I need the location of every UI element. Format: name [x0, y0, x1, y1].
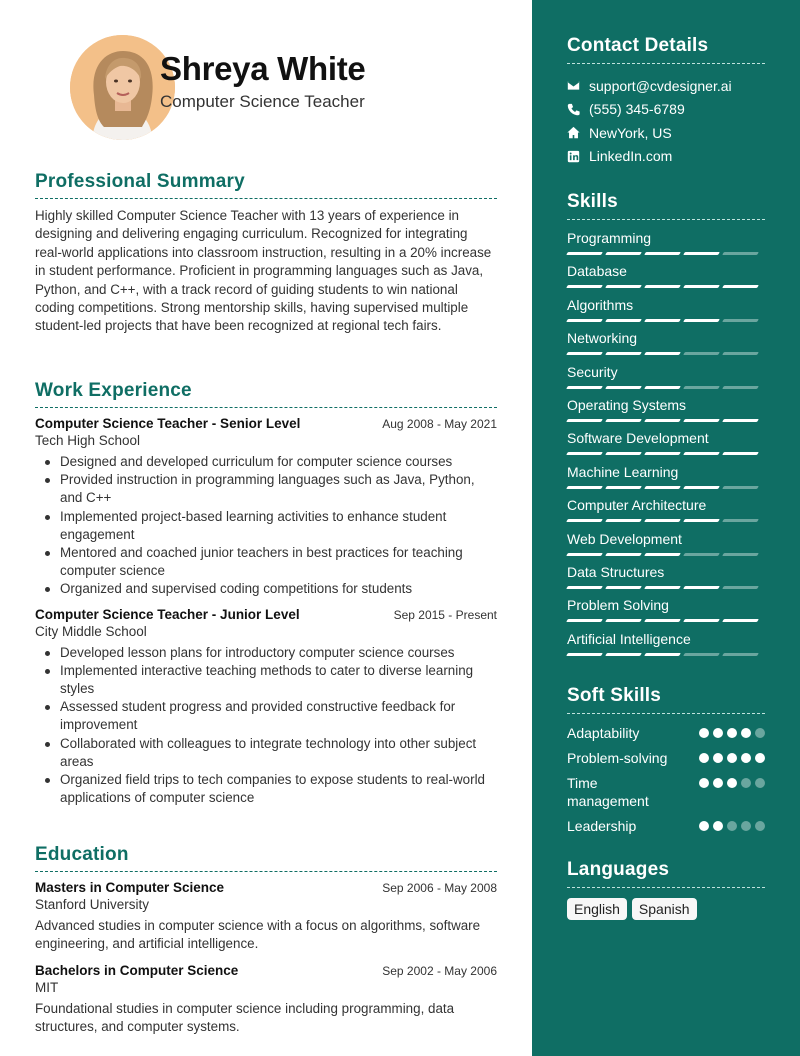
sidebar [532, 0, 800, 1056]
skills-list [567, 230, 765, 664]
skill-level-bar [567, 653, 765, 656]
rating-dot [699, 728, 709, 738]
skill-level-segment [644, 319, 681, 322]
skill-item [567, 531, 765, 564]
languages-heading: Languages [567, 859, 765, 888]
rating-dot [741, 728, 751, 738]
skill-item [567, 397, 765, 430]
job-bullet: Mentored and coached junior teachers in best practices for teaching computer science [60, 544, 497, 580]
skill-level-segment [644, 586, 681, 589]
job-bullet: Provided instruction in programming languages such as Java, Python, and C++ [60, 471, 497, 507]
skill-level-segment [644, 619, 681, 622]
job-company: City Middle School [35, 623, 147, 639]
soft-skills-section [567, 685, 765, 842]
soft-skill-rating [699, 749, 765, 763]
skill-level-segment [683, 586, 720, 589]
soft-skill-name: Problem-solving [567, 750, 668, 766]
job-bullet: Implemented project-based learning activities to enhance student engagement [60, 508, 497, 544]
rating-dot [727, 753, 737, 763]
skill-level-segment [644, 252, 681, 255]
rating-dot [755, 778, 765, 788]
skill-level-segment [683, 386, 720, 389]
skill-level-segment [683, 452, 720, 455]
skill-level-segment [722, 352, 759, 355]
skill-level-segment [722, 619, 759, 622]
skill-level-bar [567, 352, 765, 355]
summary-section [35, 171, 497, 336]
contact-phone[interactable] [567, 98, 765, 122]
skill-name: Operating Systems [567, 396, 687, 413]
education-dates: Sep 2006 - May 2008 [382, 881, 497, 895]
job-bullet: Organized and supervised coding competitions for students [60, 580, 497, 598]
skill-level-segment [722, 319, 759, 322]
skill-level-bar [567, 285, 765, 288]
soft-skills-heading: Soft Skills [567, 685, 765, 714]
job-bullet: Developed lesson plans for introductory computer science courses [60, 644, 497, 662]
soft-skill-name: Adaptability [567, 725, 640, 741]
rating-dot [699, 778, 709, 788]
skill-level-segment [566, 452, 603, 455]
skill-level-segment [722, 586, 759, 589]
skill-level-segment [566, 653, 603, 656]
summary-text: Highly skilled Computer Science Teacher with 13 years of experience in designing and delivering engaging curriculum. Recognized for integrating real-world applications into classroom instruction, resulting in a 20% increase in student performance. Proficient in programming languages such as Java, Python, and C++, with a track record of guiding students to win national coding competitions. Strong mentorship skills, having supervised multiple student-led projects that have been recognized at regional tech fairs. [35, 208, 492, 334]
language-tag: English [567, 898, 627, 920]
rating-dot [699, 821, 709, 831]
skill-name: Database [567, 263, 627, 280]
skill-level-segment [722, 419, 759, 422]
skill-level-segment [605, 553, 642, 556]
language-tag: Spanish [632, 898, 697, 920]
skill-item [567, 263, 765, 296]
skill-name: Security [567, 363, 618, 380]
phone-icon [567, 103, 589, 116]
skill-level-bar [567, 553, 765, 556]
education-description: Foundational studies in computer science including programming, data structures, and computer systems. [35, 1000, 455, 1035]
skill-item [567, 564, 765, 597]
rating-dot [727, 728, 737, 738]
linkedin-text: LinkedIn.com [589, 148, 673, 165]
rating-dot [713, 728, 723, 738]
skill-level-bar [567, 619, 765, 622]
skill-level-segment [683, 252, 720, 255]
skill-level-segment [566, 386, 603, 389]
rating-dot [755, 728, 765, 738]
skill-level-bar [567, 486, 765, 489]
skill-level-segment [566, 586, 603, 589]
skill-item [567, 497, 765, 530]
education-entry [35, 963, 497, 1037]
job-dates: Sep 2015 - Present [393, 607, 497, 622]
skill-level-bar [567, 319, 765, 322]
school: Stanford University [35, 897, 150, 912]
skill-level-segment [644, 452, 681, 455]
skill-item [567, 430, 765, 463]
job-title: Computer Science Teacher - Senior Level [35, 416, 301, 431]
degree: Masters in Computer Science [35, 880, 225, 895]
location-text: NewYork, US [589, 124, 672, 141]
soft-skill-item [567, 724, 765, 742]
skill-level-segment [722, 519, 759, 522]
job-title: Computer Science Teacher - Junior Level [35, 606, 300, 622]
skill-level-bar [567, 519, 765, 522]
job-bullets [35, 644, 497, 808]
soft-skill-rating [699, 724, 765, 738]
soft-skill-rating [699, 817, 765, 831]
rating-dot [713, 778, 723, 788]
skill-level-segment [566, 319, 603, 322]
skill-name: Web Development [567, 530, 682, 547]
skill-level-segment [566, 486, 603, 489]
skill-level-segment [605, 352, 642, 355]
skill-level-segment [644, 386, 681, 389]
skill-level-segment [722, 386, 759, 389]
contact-heading: Contact Details [567, 35, 765, 64]
skill-level-segment [605, 285, 642, 288]
skill-item [567, 464, 765, 497]
job-entry [35, 416, 497, 599]
skill-level-segment [683, 653, 720, 656]
skill-level-segment [566, 285, 603, 288]
skill-level-bar [567, 419, 765, 422]
summary-heading: Professional Summary [35, 171, 497, 199]
soft-skill-item [567, 817, 765, 835]
skill-level-bar [567, 586, 765, 589]
rating-dot [713, 753, 723, 763]
skill-level-segment [644, 486, 681, 489]
skill-level-segment [722, 252, 759, 255]
home-icon [567, 126, 589, 139]
soft-skill-name: Time management [567, 775, 649, 809]
skill-level-segment [683, 519, 720, 522]
education-entry [35, 880, 497, 954]
job-company: Tech High School [35, 433, 141, 448]
skill-level-segment [566, 252, 603, 255]
skill-level-segment [683, 352, 720, 355]
work-section [35, 380, 497, 815]
rating-dot [699, 753, 709, 763]
skill-level-bar [567, 452, 765, 455]
contact-linkedin[interactable] [567, 145, 765, 169]
skill-level-segment [683, 619, 720, 622]
skill-level-segment [605, 252, 642, 255]
skill-level-segment [644, 653, 681, 656]
contact-email[interactable] [567, 74, 765, 98]
candidate-name: Shreya White [160, 50, 366, 87]
skill-level-segment [566, 419, 603, 422]
envelope-icon [567, 79, 589, 92]
rating-dot [741, 778, 751, 788]
skill-level-bar [567, 386, 765, 389]
job-dates: Aug 2008 - May 2021 [382, 417, 497, 431]
job-bullet: Implemented interactive teaching methods to cater to diverse learning styles [60, 662, 497, 698]
resume-header [35, 0, 497, 165]
skill-level-segment [566, 553, 603, 556]
languages-section [567, 859, 765, 920]
contact-location [567, 121, 765, 145]
email-text: support@cvdesigner.ai [589, 77, 732, 94]
soft-skill-item [567, 749, 765, 767]
work-heading: Work Experience [35, 380, 497, 408]
skill-name: Data Structures [567, 563, 665, 580]
skill-level-bar [567, 252, 765, 255]
linkedin-icon [567, 150, 589, 163]
skill-level-segment [683, 419, 720, 422]
skill-level-segment [722, 486, 759, 489]
skill-name: Software Development [567, 430, 709, 447]
skill-level-segment [605, 386, 642, 389]
skill-name: Problem Solving [567, 597, 669, 614]
skill-item [567, 297, 765, 330]
skill-level-segment [722, 285, 759, 288]
skill-item [567, 364, 765, 397]
skill-level-segment [722, 653, 759, 656]
rating-dot [755, 753, 765, 763]
skill-level-segment [566, 352, 603, 355]
skill-name: Computer Architecture [567, 497, 707, 514]
candidate-title: Computer Science Teacher [160, 92, 365, 111]
skill-level-segment [644, 419, 681, 422]
soft-skill-item [567, 774, 765, 810]
skill-item [567, 631, 765, 664]
job-entry [35, 607, 497, 808]
skill-level-segment [644, 553, 681, 556]
skill-level-segment [605, 586, 642, 589]
education-heading: Education [35, 844, 497, 872]
skill-level-segment [605, 452, 642, 455]
skill-level-segment [644, 352, 681, 355]
soft-skill-rating [699, 774, 765, 788]
skill-level-segment [605, 519, 642, 522]
skill-item [567, 330, 765, 363]
skill-level-segment [566, 619, 603, 622]
skill-item [567, 230, 765, 263]
soft-skill-name: Leadership [567, 818, 637, 834]
skill-level-segment [605, 619, 642, 622]
rating-dot [741, 821, 751, 831]
rating-dot [727, 778, 737, 788]
education-description: Advanced studies in computer science with a focus on algorithms, software engineering, and artificial intelligence. [35, 918, 481, 952]
skill-level-segment [605, 486, 642, 489]
job-bullets [35, 453, 497, 599]
degree: Bachelors in Computer Science [35, 962, 239, 978]
skill-name: Algorithms [567, 296, 634, 313]
education-dates: Sep 2002 - May 2006 [382, 963, 497, 978]
education-section [35, 844, 497, 1046]
skill-level-segment [683, 285, 720, 288]
skill-name: Artificial Intelligence [567, 630, 691, 647]
job-bullet: Collaborated with colleagues to integrate technology into other subject areas [60, 735, 497, 771]
skill-name: Networking [567, 330, 638, 347]
school: MIT [35, 979, 59, 995]
job-bullet: Designed and developed curriculum for computer science courses [60, 453, 497, 471]
skill-name: Machine Learning [567, 463, 679, 480]
skill-level-segment [683, 486, 720, 489]
skill-level-segment [605, 319, 642, 322]
job-bullet: Assessed student progress and provided constructive feedback for improvement [60, 698, 497, 734]
skills-heading: Skills [567, 191, 765, 220]
job-bullet: Organized field trips to tech companies to expose students to real-world applications of computer science [60, 771, 497, 807]
contact-section [567, 35, 765, 168]
soft-skills-list [567, 724, 765, 835]
skill-level-segment [722, 553, 759, 556]
skill-level-segment [683, 553, 720, 556]
languages-list [567, 898, 765, 920]
skill-level-segment [605, 653, 642, 656]
skill-level-segment [566, 519, 603, 522]
skill-level-segment [605, 419, 642, 422]
skill-name: Programming [567, 230, 652, 246]
skill-item [567, 597, 765, 630]
rating-dot [755, 821, 765, 831]
skill-level-segment [722, 452, 759, 455]
phone-text: (555) 345-6789 [589, 101, 685, 118]
rating-dot [727, 821, 737, 831]
rating-dot [713, 821, 723, 831]
skill-level-segment [644, 519, 681, 522]
skill-level-segment [644, 285, 681, 288]
skills-section [567, 191, 765, 664]
rating-dot [741, 753, 751, 763]
skill-level-segment [683, 319, 720, 322]
